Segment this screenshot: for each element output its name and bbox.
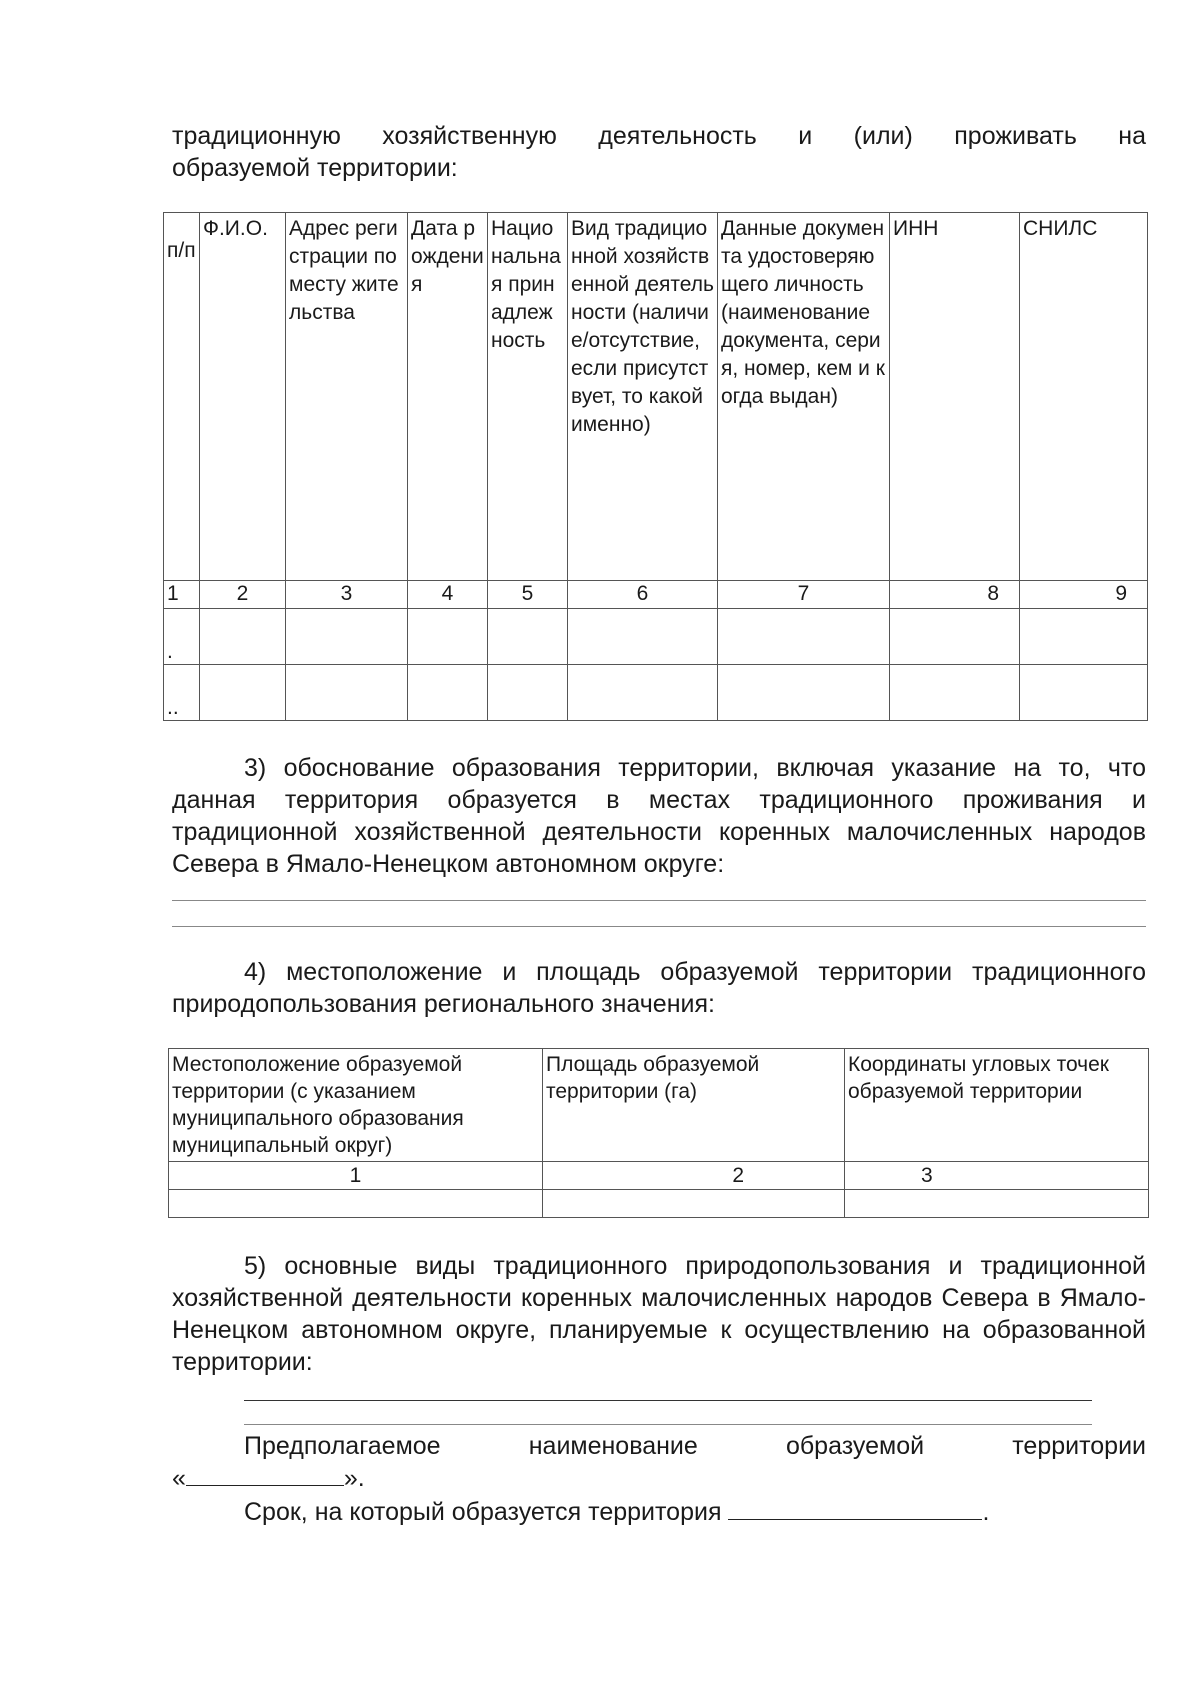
column-number: 8 <box>890 581 1020 609</box>
row-mark: . <box>164 609 200 665</box>
column-number: 2 <box>543 1162 845 1190</box>
column-number: 6 <box>568 581 718 609</box>
table-cell <box>1020 665 1148 721</box>
term-blank[interactable] <box>728 1497 982 1520</box>
header-cell-address <box>286 213 408 581</box>
table-cell <box>568 609 718 665</box>
column-number: 5 <box>488 581 568 609</box>
intro-line-2: образуемой территории: <box>172 154 458 182</box>
header-text: Национальная принадлежность <box>491 217 561 352</box>
name-blank[interactable] <box>186 1463 344 1486</box>
header-cell-fio <box>200 213 286 581</box>
term-label: Срок, на который образуется территория <box>244 1498 722 1526</box>
answer-line <box>172 926 1146 927</box>
table-cell <box>488 665 568 721</box>
header-text: ИНН <box>893 217 939 240</box>
table-cell <box>890 665 1020 721</box>
table-cell <box>408 665 488 721</box>
table-cell <box>408 609 488 665</box>
table-header-row <box>164 213 1148 581</box>
term-end: . <box>982 1498 990 1526</box>
header-cell-nationality <box>488 213 568 581</box>
header-cell-birthdate <box>408 213 488 581</box>
table-cell <box>845 1190 1149 1218</box>
header-text: СНИЛС <box>1023 217 1098 240</box>
answer-line <box>244 1424 1092 1425</box>
table-number-row <box>164 581 1148 609</box>
column-number: 1 <box>164 581 200 609</box>
table-cell <box>286 609 408 665</box>
column-number: 7 <box>718 581 890 609</box>
proposed-name-field[interactable] <box>172 1462 1146 1494</box>
proposed-name-label: Предполагаемое наименование образуемой территории <box>244 1432 1146 1460</box>
header-text: Ф.И.О. <box>203 217 268 240</box>
intro-line-1: традиционную хозяйственную деятельность и (или) проживать на <box>172 122 1146 150</box>
header-cell-activity <box>568 213 718 581</box>
row-mark: .. <box>164 665 200 721</box>
column-number: 2 <box>200 581 286 609</box>
table-cell <box>169 1190 543 1218</box>
column-number: 3 <box>845 1162 1149 1190</box>
header-cell-coordinates: Координаты угловых точек образуемой территории <box>845 1049 1149 1162</box>
table-number-row <box>169 1162 1149 1190</box>
header-cell-index <box>164 213 200 581</box>
header-cell-inn <box>890 213 1020 581</box>
table-cell <box>718 665 890 721</box>
column-number: 9 <box>1020 581 1148 609</box>
header-cell-area: Площадь образуемой территории (га) <box>543 1049 845 1162</box>
close-quote: ». <box>343 1464 365 1492</box>
open-quote: « <box>172 1464 186 1492</box>
section-5-text: 5) основные виды традиционного природопользования и традиционной хозяйственной деятельности коренных малочисленных народов Севера в Ямало-Ненецком автономном округе, планируемые к осуществлению на образованной территории: <box>172 1252 1146 1376</box>
table-cell <box>488 609 568 665</box>
header-cell-document <box>718 213 890 581</box>
table-cell <box>543 1190 845 1218</box>
section-4-text: 4) местоположение и площадь образуемой территории традиционного природопользования регионального значения: <box>172 958 1146 1018</box>
header-text: Вид традиционной хозяйственной деятельности (наличие/отсутствие, если присутствует, то какой именно) <box>571 217 714 436</box>
header-cell-snils <box>1020 213 1148 581</box>
header-text: Адрес регистрации по месту жительства <box>289 217 399 324</box>
header-text: Данные документа удостоверяющего личность (наименование документа, серия, номер, кем и когда выдан) <box>721 217 885 408</box>
table-cell <box>1020 609 1148 665</box>
section-3-text: 3) обоснование образования территории, включая указание на то, что данная территория образуется в местах традиционного проживания и традиционной хозяйственной деятельности коренных малочисленных народов Севера в Ямало-Ненецком автономном округе: <box>172 754 1146 878</box>
table-header-row <box>169 1049 1149 1162</box>
table-row <box>164 609 1148 665</box>
column-number: 3 <box>286 581 408 609</box>
table-cell <box>200 609 286 665</box>
table-cell <box>718 609 890 665</box>
residents-table <box>163 212 1148 721</box>
table-row <box>164 665 1148 721</box>
table-cell <box>568 665 718 721</box>
header-text: Дата рождения <box>411 217 484 296</box>
header-text: п/п <box>167 239 196 262</box>
answer-line <box>172 900 1146 901</box>
location-table <box>168 1048 1149 1218</box>
column-number: 1 <box>169 1162 543 1190</box>
table-row <box>169 1190 1149 1218</box>
term-field[interactable] <box>172 1496 1146 1528</box>
table-cell <box>890 609 1020 665</box>
table-cell <box>286 665 408 721</box>
answer-line <box>244 1400 1092 1401</box>
header-cell-location: Местоположение образуемой территории (с указанием муниципального образования муниципальный округ) <box>169 1049 543 1162</box>
column-number: 4 <box>408 581 488 609</box>
table-cell <box>200 665 286 721</box>
